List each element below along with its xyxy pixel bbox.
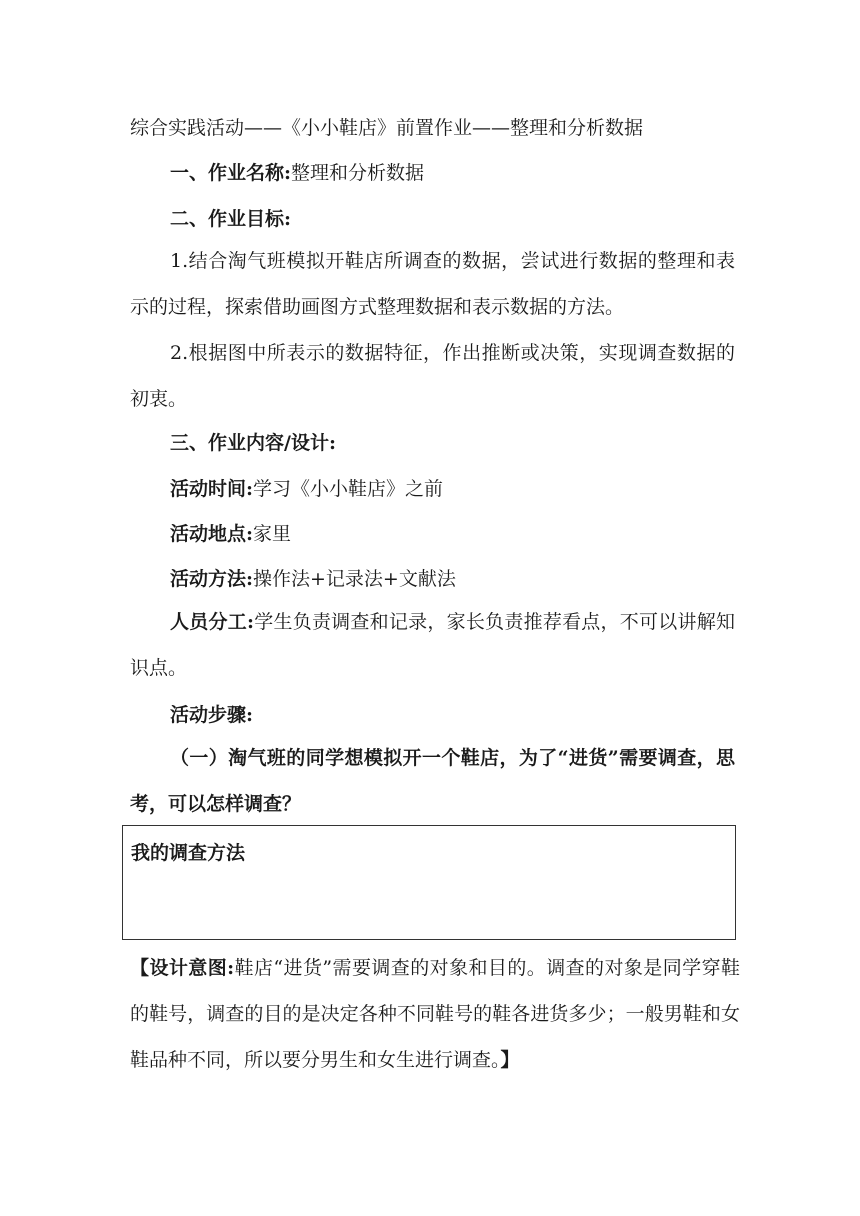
section-goals-heading: 二、作业目标: [170,208,292,230]
activity-time-value: 学习《小小鞋店》之前 [253,478,444,500]
activity-method [170,567,456,591]
staff-division-label: 人员分工: [170,611,254,633]
survey-method-box-title: 我的调查方法 [131,842,246,864]
section-homework-name-value: 整理和分析数据 [291,162,425,184]
design-intent-text: 鞋店“进货”需要调查的对象和目的。调查的对象是同学穿鞋的鞋号，调查的目的是决定各种不同鞋号的鞋各进货多少；一般男鞋和女鞋品种不同，所以要分男生和女生进行调查。 [130,957,741,1071]
design-intent-paragraph [130,945,740,1083]
activity-place [170,522,291,546]
design-intent-label: 设计意图: [149,957,235,979]
activity-time [170,477,443,501]
section-homework-name-label: 一、作业名称: [170,162,292,184]
design-intent-close-bracket: 】 [500,1049,520,1071]
section-content-heading: 三、作业内容/设计: [170,432,336,454]
step-1-question: （一）淘气班的同学想模拟开一个鞋店，为了“进货”需要调查，思考，可以怎样调查？ [130,747,735,815]
activity-place-value: 家里 [253,523,292,545]
design-intent-open-bracket: 【 [130,957,150,979]
staff-division-paragraph [130,599,735,691]
activity-method-label: 活动方法: [170,568,254,590]
staff-division-value: 学生负责调查和记录，家长负责推荐看点，不可以讲解知识点。 [130,611,735,679]
goal-2-paragraph: 2.根据图中所表示的数据特征，作出推断或决策，实现调查数据的初衷。 [130,342,735,410]
activity-time-label: 活动时间: [170,478,254,500]
survey-method-box[interactable] [122,825,736,940]
goal-1-paragraph: 1.结合淘气班模拟开鞋店所调查的数据，尝试进行数据的整理和表示的过程，探索借助画图方式整理数据和表示数据的方法。 [130,250,735,318]
activity-place-label: 活动地点: [170,523,254,545]
document-title: 综合实践活动——《小小鞋店》前置作业——整理和分析数据 [130,117,644,139]
activity-steps-heading: 活动步骤: [170,704,254,726]
activity-method-value: 操作法+记录法+文献法 [253,568,456,590]
section-homework-name [170,161,424,185]
